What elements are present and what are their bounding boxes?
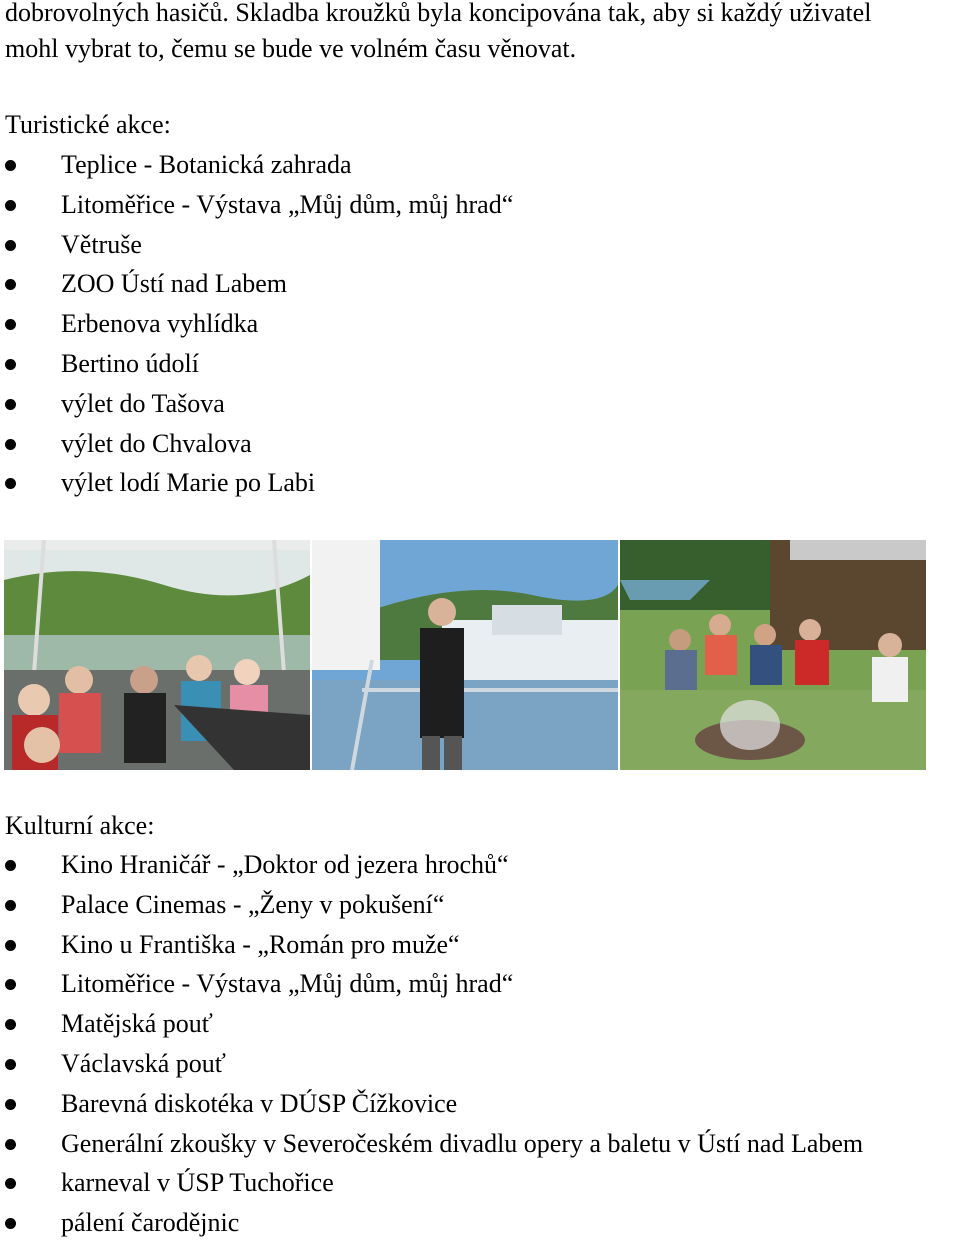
list-item: výlet lodí Marie po Labi [0,463,513,503]
list-item: karneval v ÚSP Tuchořice [0,1163,863,1203]
group-at-campfire-photo [620,540,926,770]
list-item: Větruše [0,225,513,265]
bullet-icon [5,979,16,990]
bullet-icon [5,200,16,211]
list-item: Kino u Františka - „Román pro muže“ [0,925,863,965]
bullet-icon [5,240,16,251]
intro-line-2: mohl vybrat to, čemu se bude ve volném času věnovat. [5,34,577,63]
cultural-heading: Kulturní akce: [5,811,155,840]
list-item: Litoměřice - Výstava „Můj dům, můj hrad“ [0,964,863,1004]
list-item: Palace Cinemas - „Ženy v pokušení“ [0,885,863,925]
bullet-icon [5,439,16,450]
bullet-icon [5,1218,16,1229]
boy-on-boat-deck-photo [312,540,618,770]
list-item: Teplice - Botanická zahrada [0,145,513,185]
bullet-icon [5,1139,16,1150]
photo-strip [4,540,926,770]
bullet-icon [5,319,16,330]
list-item: ZOO Ústí nad Labem [0,264,513,304]
list-item: Matějská pouť [0,1004,863,1044]
list-item: Erbenova vyhlídka [0,304,513,344]
bullet-icon [5,900,16,911]
bullet-icon [5,1059,16,1070]
list-item: Barevná diskotéka v DÚSP Čížkovice [0,1084,863,1124]
tourist-heading: Turistické akce: [5,110,171,139]
bullet-icon [5,279,16,290]
list-item: výlet do Chvalova [0,424,513,464]
bullet-icon [5,359,16,370]
bullet-icon [5,1178,16,1189]
tourist-list [0,145,513,503]
bullet-icon [5,940,16,951]
bullet-icon [5,1099,16,1110]
list-item: Bertino údolí [0,344,513,384]
list-item: výlet do Tašova [0,384,513,424]
list-item: Generální zkoušky v Severočeském divadlu opery a baletu v Ústí nad Labem [0,1124,863,1164]
bullet-icon [5,860,16,871]
list-item: Litoměřice - Výstava „Můj dům, můj hrad“ [0,185,513,225]
list-item: Václavská pouť [0,1044,863,1084]
bullet-icon [5,399,16,410]
intro-line-1: dobrovolných hasičů. Skladba kroužků byla koncipována tak, aby si každý uživatel [5,0,872,27]
cultural-list [0,845,863,1243]
bullet-icon [5,160,16,171]
bullet-icon [5,478,16,489]
group-on-boat-photo [4,540,310,770]
list-item: Kino Hraničář - „Doktor od jezera hrochů“ [0,845,863,885]
list-item: pálení čarodějnic [0,1203,863,1243]
bullet-icon [5,1019,16,1030]
